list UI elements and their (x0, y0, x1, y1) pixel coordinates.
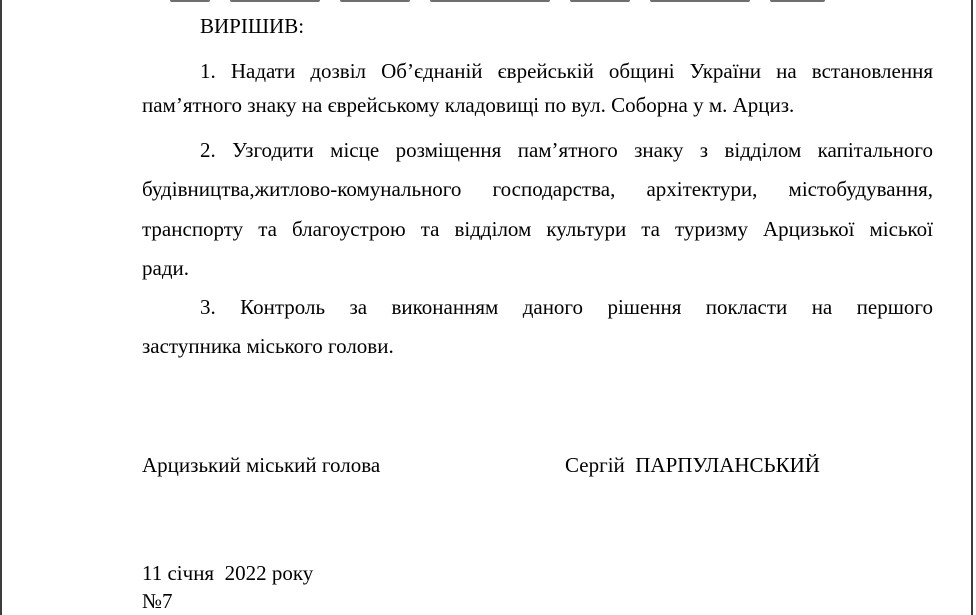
item-2-line-2: будівництва,житлово-комунального господарства, архітектури, містобудування, (142, 177, 933, 201)
signature-position: Арцизький міський голова (142, 453, 381, 477)
signature-name: Сергій ПАРПУЛАНСЬКИЙ (565, 453, 820, 477)
item-1-line-2: пам’ятного знаку на єврейському кладовищі по вул. Соборна у м. Арциз. (142, 93, 795, 117)
item-3-line-1: 3. Контроль за виконанням даного рішення покласти на першого (200, 295, 933, 319)
item-1-line-1: 1. Надати дозвіл Об’єднаній єврейській общині України на встановлення (200, 59, 933, 83)
decision-heading: ВИРІШИВ: (200, 14, 305, 38)
item-2-line-3: транспорту та благоустрою та відділом культури та туризму Арцизької міської (142, 217, 933, 241)
page-left-edge (0, 0, 2, 615)
cut-off-text-line (170, 0, 830, 3)
item-3-line-2: заступника міського голови. (142, 334, 394, 358)
document-number: №7 (142, 589, 173, 613)
document-date: 11 січня 2022 року (142, 561, 314, 585)
page-right-edge (971, 0, 973, 615)
item-2-line-1: 2. Узгодити місце розміщення пам’ятного знаку з відділом капітального (200, 138, 933, 162)
item-2-line-4: ради. (142, 256, 189, 280)
